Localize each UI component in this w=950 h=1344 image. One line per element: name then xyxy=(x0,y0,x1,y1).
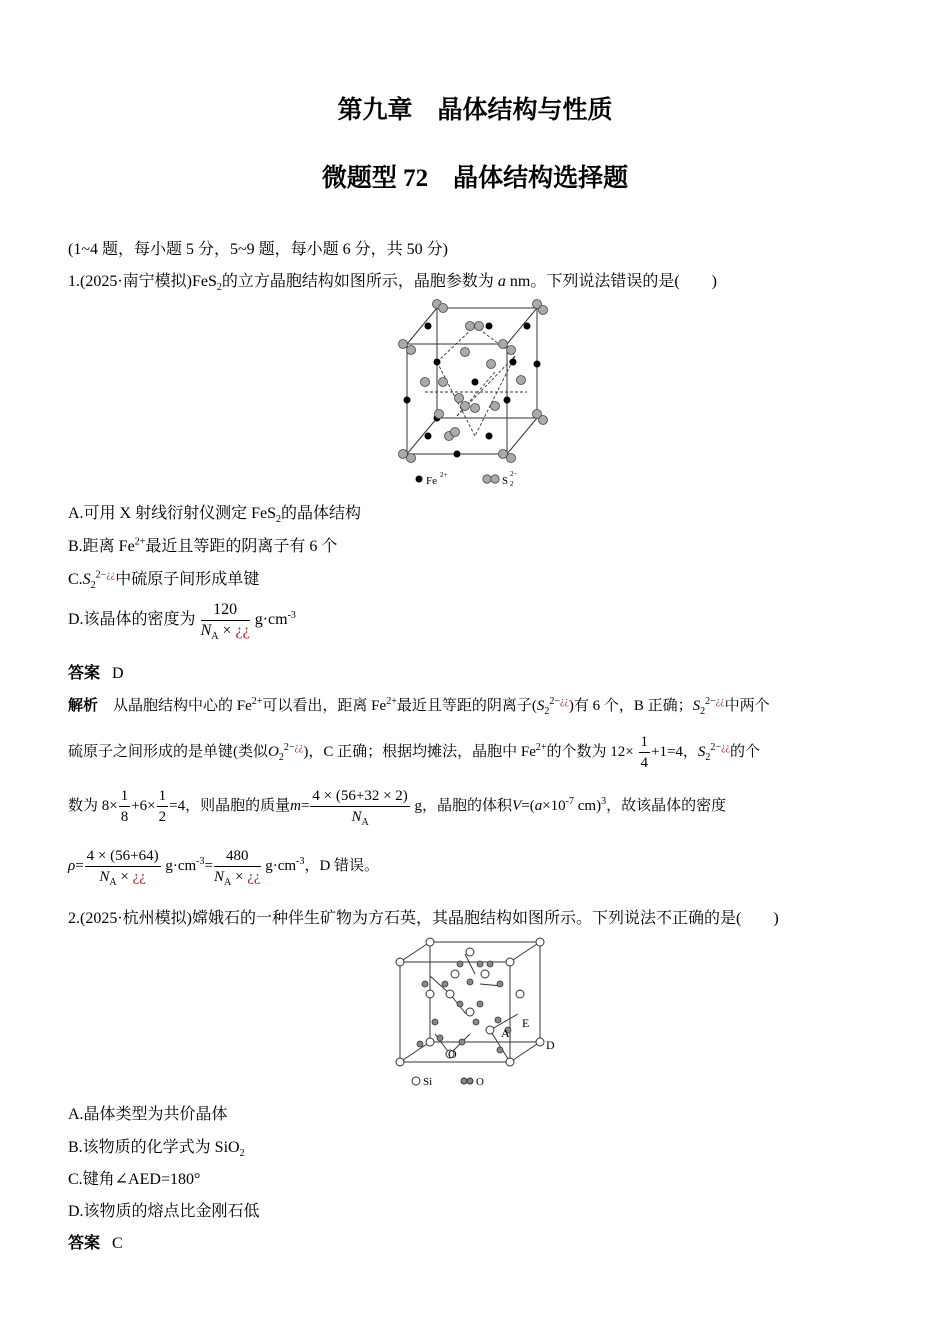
svg-text:2: 2 xyxy=(510,480,514,488)
q2-stem: 2.(2025·杭州模拟)嫦娥石的一种伴生矿物为方石英，其晶胞结构如图所示。下列说法不正确的是( ) xyxy=(68,910,779,927)
page-title: 微题型 72 晶体结构选择题 xyxy=(321,165,629,192)
fe-legend-charge: 2+ xyxy=(440,471,448,479)
intro-text: (1~4 题，每小题 5 分，5~9 题，每小题 6 分，共 50 分) xyxy=(68,241,448,258)
density-fraction: $\frac{120}{N_A \times ¿¿}$ xyxy=(200,601,250,643)
q2-option-d: D.该物质的熔点比金刚石低 xyxy=(68,1203,260,1220)
o-legend-label: O xyxy=(476,1076,484,1088)
q1-option-b: B.距离 $Fe^{2+}$最近且等距的阴离子有 6 个 xyxy=(68,536,338,555)
q2-answer: 答案 C xyxy=(68,1235,123,1252)
s2-legend-label: S xyxy=(502,475,509,487)
q1-option-a: A.可用 X 射线衍射仪测定 FeS$_2$的晶体结构 xyxy=(68,505,362,526)
label-o: O xyxy=(448,1047,457,1061)
fes2-unit-cell-figure xyxy=(395,296,555,490)
q1-option-c: $C.S_2^{2-¿¿}$中硫原子间形成单键 xyxy=(68,569,260,592)
q1-analysis-line1: 解析 从晶胞结构中心的 $Fe^{2+}$可以看出，距离 $Fe^{2+}$最近且等距的阴离子$(S_2^{2-¿¿})$有 6 个，B 正确；$S_2^{2-¿¿}$中两个 xyxy=(68,696,770,717)
si-legend-label: Si xyxy=(423,1076,433,1088)
q1-analysis-line3: 数为 8× $\frac{1}{8}$ +6× $\frac{1}{2}$ =4，则晶胞的质量m= $\frac{4 \times (56+32 \times 2)}{N_A}$ g，晶胞的体积$V=(a\times 10^{-7}$ cm)$^3$，故该晶体的密度 xyxy=(68,788,727,828)
chapter-title: 第九章 晶体结构与性质 xyxy=(337,97,613,124)
q1-analysis-line2: 硫原子之间形成的是单键(类似$O_2^{2-¿¿}$)，C 正确；根据均摊法，晶胞中 $Fe^{2+}$的个数为 12× $\frac{1}{4}$ +1=4，$S_2^{2-¿¿}$的个 xyxy=(68,734,760,771)
fe-ion-markers xyxy=(404,323,541,458)
label-a: A xyxy=(501,1026,510,1040)
cristobalite-unit-cell-figure xyxy=(390,934,560,1094)
s2-legend-charge: 2− xyxy=(510,470,518,478)
q1-analysis-line4: ρ= $\frac{4 \times (56+64)}{N_A \times ¿¿}$ $g\cdot cm^{-3}=$ $\frac{480}{N_A \times ¿¿}$ $g\cdot cm^{-3}$，D 错误。 xyxy=(68,848,380,888)
q1-stem: 1.(2025·南宁模拟)FeS$_2$的立方晶胞结构如图所示，晶胞参数为 a nm。下列说法错误的是( ) xyxy=(68,273,718,294)
q2-option-b: B.该物质的化学式为 SiO$_2$ xyxy=(68,1139,245,1160)
label-e: E xyxy=(522,1016,530,1030)
q2-option-a: A.晶体类型为共价晶体 xyxy=(68,1106,228,1123)
q1-option-d: D.该晶体的密度为 $\frac{120}{N_A \times ¿¿}$ $g\cdot cm^{-3}$ xyxy=(68,601,296,643)
label-d: D xyxy=(546,1038,555,1052)
q1-answer: 答案 D xyxy=(68,665,124,682)
fe-legend-label: Fe xyxy=(426,475,437,487)
q2-option-c: C.键角∠AED=180° xyxy=(68,1171,201,1188)
fe-legend-marker xyxy=(416,476,423,483)
